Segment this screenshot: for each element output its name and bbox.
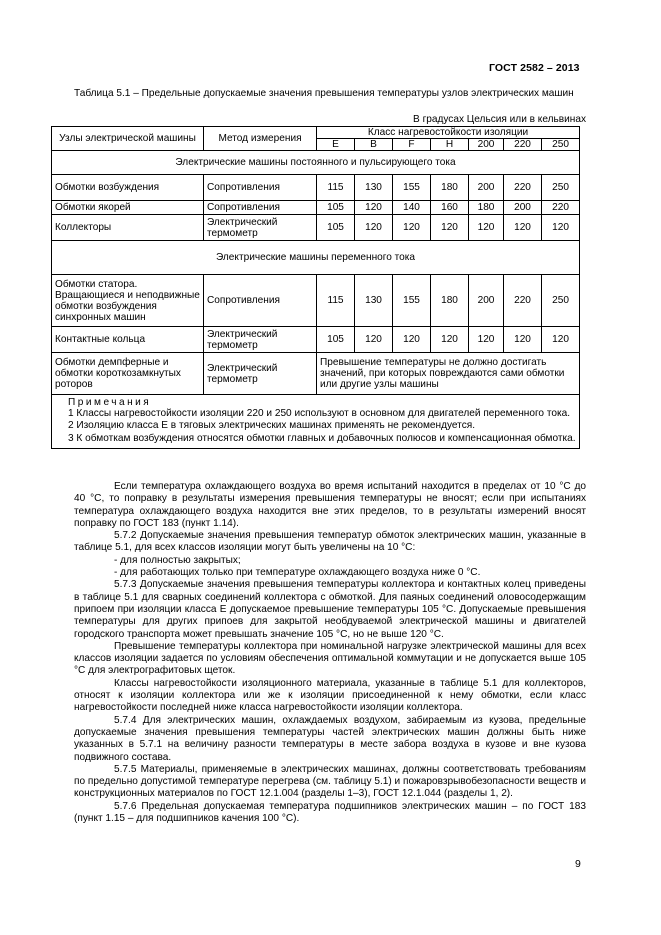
row-value: 220 <box>542 201 580 215</box>
body-text <box>74 481 586 825</box>
paragraph: 5.7.2 Допускаемые значения превышения температур обмоток электрических машин, указанные в таблице 5.1, для всех классов изоляции могут быть увеличены на 10 °С: <box>74 530 586 554</box>
table-row <box>52 275 580 327</box>
table-units: В градусах Цельсия или в кельвинах <box>413 114 586 125</box>
row-value: 120 <box>504 215 542 241</box>
table-notes <box>52 395 580 449</box>
temperature-limits-table <box>51 126 580 449</box>
row-value: 115 <box>317 175 355 201</box>
row-method: Электрический термометр <box>204 353 317 395</box>
row-value: 115 <box>317 275 355 327</box>
row-node: Коллекторы <box>52 215 204 241</box>
table-caption: Таблица 5.1 – Предельные допускаемые значения превышения температуры узлов электрических машин <box>74 88 574 99</box>
paragraph: Если температура охлаждающего воздуха во время испытаний находится в пределах от 10 °С до 40 °С, то поправку в результаты измерения превышения температуры не вносят; если при испытаниях температура охлаждающего воздуха находится вне этих пределов, то в результаты измерений вносят поправку по ГОСТ 183 (пункт 1.14). <box>74 481 586 529</box>
row-value: 120 <box>355 201 393 215</box>
row-value: 250 <box>542 175 580 201</box>
header-class: B <box>355 139 393 151</box>
table-row <box>52 201 580 215</box>
row-value: 140 <box>393 201 431 215</box>
row-value: 220 <box>504 175 542 201</box>
row-method: Электрический термометр <box>204 327 317 353</box>
row-value: 120 <box>355 327 393 353</box>
row-node: Обмотки статора. Вращающиеся и неподвижные обмотки возбуждения синхронных машин <box>52 275 204 327</box>
header-class: F <box>393 139 431 151</box>
row-node: Обмотки якорей <box>52 201 204 215</box>
row-value: 180 <box>469 201 504 215</box>
row-value: 200 <box>504 201 542 215</box>
section-dc: Электрические машины постоянного и пульсирующего тока <box>52 151 580 175</box>
row-value: 155 <box>393 275 431 327</box>
section-ac: Электрические машины переменного тока <box>52 241 580 275</box>
row-value: 200 <box>469 275 504 327</box>
row-value: 105 <box>317 215 355 241</box>
row-value: 120 <box>393 215 431 241</box>
row-value: 220 <box>504 275 542 327</box>
header-class: 200 <box>469 139 504 151</box>
header-method: Метод измерения <box>204 127 317 151</box>
row-value: 120 <box>542 327 580 353</box>
table-row <box>52 353 580 395</box>
header-class: H <box>431 139 469 151</box>
row-value: 120 <box>355 215 393 241</box>
row-value: 120 <box>431 215 469 241</box>
row-value: 180 <box>431 275 469 327</box>
row-node: Контактные кольца <box>52 327 204 353</box>
row-value: 180 <box>431 175 469 201</box>
row-value: 250 <box>542 275 580 327</box>
row-value: 160 <box>431 201 469 215</box>
paragraph: 5.7.3 Допускаемые значения превышения температуры коллектора и контактных колец приведены в таблице 5.1 для сварных соединений коллектора с обмоткой. Для паяных соединений оловосодержащим припоем при изоляции класса Е допускаемое превышение температуры 105 °С. Допускаемые превышения температуры для других припоев для закрытой необдуваемой электрической машины и двигателей городского транспорта может превышать значение 105 °С, но не выше 120 °С. <box>74 579 586 640</box>
row-value: 120 <box>469 327 504 353</box>
row-value: 120 <box>393 327 431 353</box>
row-value: 120 <box>469 215 504 241</box>
paragraph: 5.7.5 Материалы, применяемые в электрических машинах, должны соответствовать требованиям по предельно допустимой температуре перегрева (см. таблицу 5.1) и пожаровзрывобезопасности веществ и конструкционных материалов по ГОСТ 12.1.004 (разделы 1–3), ГОСТ 12.1.044 (разделы 1, 2). <box>74 763 586 800</box>
list-item: - для работающих только при температуре охлаждающего воздуха ниже 0 °С. <box>114 567 481 579</box>
header-class: 250 <box>542 139 580 151</box>
note-item: 2 Изоляцию класса Е в тяговых электрических машинах применять не рекомендуется. <box>68 420 476 432</box>
row-node: Обмотки возбуждения <box>52 175 204 201</box>
table-row <box>52 327 580 353</box>
paragraph: Классы нагревостойкости изоляционного материала, указанные в таблице 5.1 для коллекторов, относят к изоляции коллектора или же к изоляции присоединенной к нему обмотки, если класс нагревостойкости последней ниже класса нагревостойкости изоляции коллектора. <box>74 677 586 714</box>
paragraph: Превышение температуры коллектора при номинальной нагрузке электрической машины для всех классов изоляции задается по условиям обеспечения оптимальной коммутации и не допускается выше 105 °С для электрографитовых щеток. <box>74 640 586 677</box>
row-note-text: Превышение температуры не должно достигать значений, при которых повреждаются сами обмотки или другие узлы машины <box>317 353 580 395</box>
row-method: Сопротивления <box>204 201 317 215</box>
header-class-group: Класс нагревостойкости изоляции <box>317 127 580 139</box>
row-method: Сопротивления <box>204 175 317 201</box>
header-class: 220 <box>504 139 542 151</box>
row-value: 120 <box>431 327 469 353</box>
row-value: 120 <box>504 327 542 353</box>
table-row <box>52 215 580 241</box>
row-value: 120 <box>542 215 580 241</box>
row-method: Электрический термометр <box>204 215 317 241</box>
page-number: 9 <box>575 858 581 870</box>
row-value: 130 <box>355 275 393 327</box>
row-value: 155 <box>393 175 431 201</box>
row-value: 200 <box>469 175 504 201</box>
notes-title: Примечания <box>68 397 152 408</box>
header-node: Узлы электрической машины <box>52 127 204 151</box>
note-item: 1 Классы нагревостойкости изоляции 220 и 250 используют в основном для двигателей переменного тока. <box>68 408 571 419</box>
paragraph: 5.7.6 Предельная допускаемая температура подшипников электрических машин – по ГОСТ 183 (пункт 1.15 – для подшипников качения 100 °С). <box>74 800 586 825</box>
table-row <box>52 175 580 201</box>
row-value: 130 <box>355 175 393 201</box>
list-item: - для полностью закрытых; <box>114 554 241 566</box>
row-node: Обмотки демпферные и обмотки короткозамкнутых роторов <box>52 353 204 395</box>
note-item: 3 К обмоткам возбуждения относятся обмотки главных и добавочных полюсов и компенсационная обмотка. <box>68 432 576 444</box>
paragraph: 5.7.4 Для электрических машин, охлаждаемых воздухом, забираемым из кузова, предельные допускаемые значения превышения температуры частей электрических машин должны быть ниже указанных в 5.7.1 на величину разности температуры в месте забора воздуха в кузове и вне кузова подвижного состава. <box>74 714 586 763</box>
row-value: 105 <box>317 327 355 353</box>
row-method: Сопротивления <box>204 275 317 327</box>
header-class: E <box>317 139 355 151</box>
row-value: 105 <box>317 201 355 215</box>
document-code: ГОСТ 2582 – 2013 <box>489 62 580 74</box>
